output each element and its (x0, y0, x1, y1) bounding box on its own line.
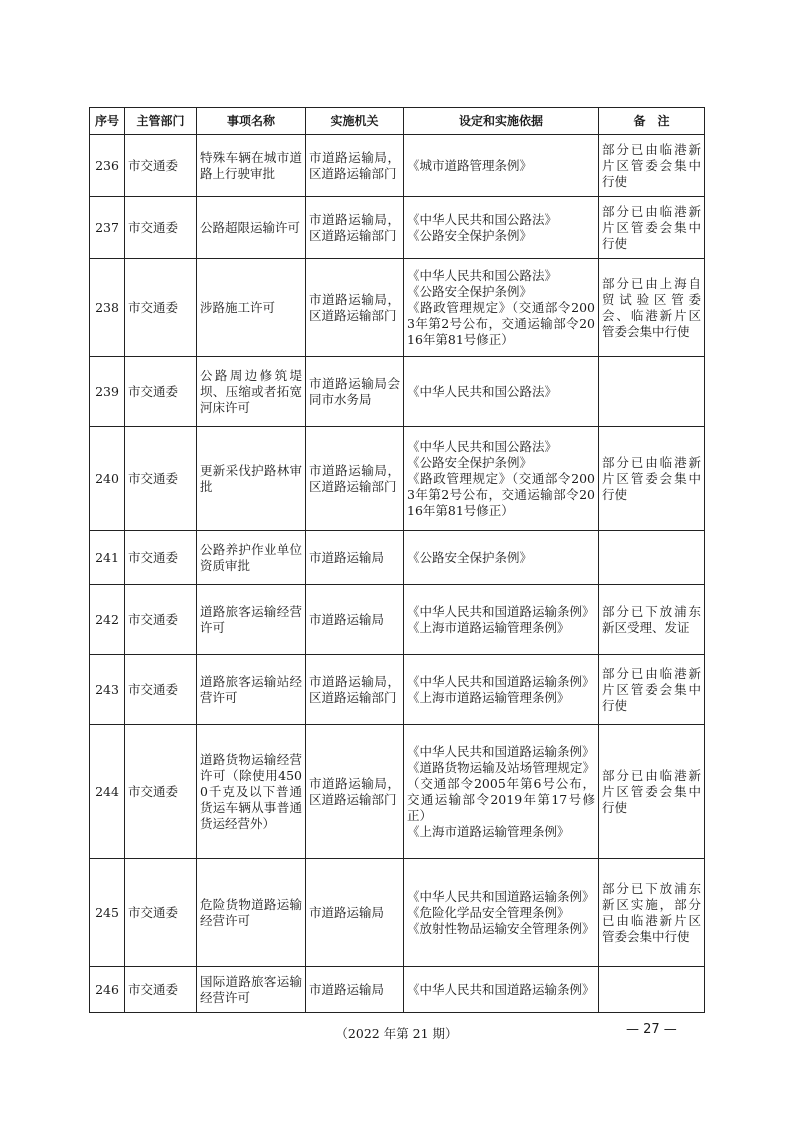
basis-line: 《公路安全保护条例》 (407, 454, 533, 470)
row-item-name: 道路旅客运输站经营许可 (197, 655, 306, 725)
row-note: 部分已下放浦东新区实施，部分已由临港新片区管委会集中行使 (599, 859, 705, 967)
table-row (90, 967, 705, 1013)
row-number: 242 (90, 585, 125, 655)
table-row (90, 655, 705, 725)
row-department: 市交通委 (125, 725, 197, 859)
row-agency: 市道路运输局 (306, 859, 404, 967)
row-number: 237 (90, 197, 125, 259)
table-row (90, 531, 705, 585)
row-basis (404, 585, 599, 655)
row-agency: 市道路运输局 (306, 967, 404, 1013)
row-agency: 市道路运输局，区道路运输部门 (306, 725, 404, 859)
basis-line: 《公路安全保护条例》 (407, 227, 533, 243)
basis-line: 《公路安全保护条例》 (407, 549, 533, 565)
row-number: 243 (90, 655, 125, 725)
row-item-name: 公路周边修筑堤坝、压缩或者拓宽河床许可 (197, 357, 306, 427)
row-item-name: 公路养护作业单位资质审批 (197, 531, 306, 585)
row-item-name: 公路超限运输许可 (197, 197, 306, 259)
row-agency: 市道路运输局，区道路运输部门 (306, 259, 404, 357)
issue-label: （2022 年第 21 期） (335, 1026, 458, 1041)
basis-line: 《放射性物品运输安全管理条例》 (407, 920, 595, 936)
row-basis (404, 725, 599, 859)
basis-line: 《路政管理规定》（交通部令2003年第2号公布，交通运输部令2016年第81号修正） (407, 470, 595, 518)
row-note: 部分已由临港新片区管委会集中行使 (599, 725, 705, 859)
basis-line: 《中华人民共和国道路运输条例》 (407, 673, 595, 689)
row-basis (404, 859, 599, 967)
page-number: — 27 — (626, 1022, 677, 1037)
basis-line: 《路政管理规定》（交通部令2003年第2号公布，交通运输部令2016年第81号修正） (407, 299, 595, 347)
table-row (90, 427, 705, 531)
items-table (89, 107, 705, 1013)
table-row (90, 725, 705, 859)
row-department: 市交通委 (125, 967, 197, 1013)
row-number: 238 (90, 259, 125, 357)
row-department: 市交通委 (125, 585, 197, 655)
row-item-name: 道路货物运输经营许可（除使用4500千克及以下普通货运车辆从事普通货运经营外） (197, 725, 306, 859)
header-basis: 设定和实施依据 (404, 108, 599, 135)
row-number: 241 (90, 531, 125, 585)
row-item-name: 危险货物道路运输经营许可 (197, 859, 306, 967)
row-department: 市交通委 (125, 357, 197, 427)
header-agency: 实施机关 (306, 108, 404, 135)
row-note: 部分已由临港新片区管委会集中行使 (599, 135, 705, 197)
basis-line: 《中华人民共和国道路运输条例》 (407, 981, 595, 997)
header-no: 序号 (90, 108, 125, 135)
basis-line: 《中华人民共和国公路法》 (407, 267, 558, 283)
row-number: 236 (90, 135, 125, 197)
row-note: 部分已由临港新片区管委会集中行使 (599, 655, 705, 725)
row-agency: 市道路运输局，区道路运输部门 (306, 197, 404, 259)
basis-line: 《危险化学品安全管理条例》 (407, 904, 570, 920)
row-note (599, 967, 705, 1013)
table-body (90, 135, 705, 1013)
row-note: 部分已由临港新片区管委会集中行使 (599, 427, 705, 531)
row-basis (404, 427, 599, 531)
row-agency: 市道路运输局，区道路运输部门 (306, 135, 404, 197)
row-item-name: 国际道路旅客运输经营许可 (197, 967, 306, 1013)
table-row (90, 859, 705, 967)
row-item-name: 更新采伐护路林审批 (197, 427, 306, 531)
basis-line: 《公路安全保护条例》 (407, 283, 533, 299)
row-note: 部分已由临港新片区管委会集中行使 (599, 197, 705, 259)
header-dept: 主管部门 (125, 108, 197, 135)
row-agency: 市道路运输局 (306, 585, 404, 655)
row-department: 市交通委 (125, 135, 197, 197)
header-item: 事项名称 (197, 108, 306, 135)
row-department: 市交通委 (125, 655, 197, 725)
row-department: 市交通委 (125, 197, 197, 259)
basis-line: 《城市道路管理条例》 (407, 157, 533, 173)
row-basis (404, 357, 599, 427)
table-row (90, 585, 705, 655)
row-note (599, 531, 705, 585)
row-basis (404, 197, 599, 259)
row-note: 部分已由上海自贸试验区管委会、临港新片区管委会集中行使 (599, 259, 705, 357)
row-number: 240 (90, 427, 125, 531)
row-basis (404, 259, 599, 357)
row-basis (404, 531, 599, 585)
row-agency: 市道路运输局 (306, 531, 404, 585)
table-row (90, 197, 705, 259)
basis-line: 《中华人民共和国道路运输条例》 (407, 603, 595, 619)
basis-line: 《上海市道路运输管理条例》 (407, 823, 570, 839)
basis-line: 《中华人民共和国公路法》 (407, 383, 558, 399)
basis-line: 《中华人民共和国公路法》 (407, 211, 558, 227)
row-item-name: 道路旅客运输经营许可 (197, 585, 306, 655)
table-row (90, 357, 705, 427)
header-note: 备 注 (599, 108, 705, 135)
row-note (599, 357, 705, 427)
row-number: 239 (90, 357, 125, 427)
row-department: 市交通委 (125, 531, 197, 585)
row-department: 市交通委 (125, 859, 197, 967)
row-number: 244 (90, 725, 125, 859)
table-row (90, 135, 705, 197)
row-item-name: 特殊车辆在城市道路上行驶审批 (197, 135, 306, 197)
row-number: 246 (90, 967, 125, 1013)
row-note: 部分已下放浦东新区受理、发证 (599, 585, 705, 655)
basis-line: 《上海市道路运输管理条例》 (407, 619, 570, 635)
table-row (90, 259, 705, 357)
row-basis (404, 655, 599, 725)
row-agency: 市道路运输局，区道路运输部门 (306, 655, 404, 725)
row-item-name: 涉路施工许可 (197, 259, 306, 357)
row-agency: 市道路运输局会同市水务局 (306, 357, 404, 427)
table-header-row (90, 108, 705, 135)
row-department: 市交通委 (125, 259, 197, 357)
row-agency: 市道路运输局，区道路运输部门 (306, 427, 404, 531)
basis-line: 《中华人民共和国公路法》 (407, 438, 558, 454)
basis-line: 《中华人民共和国道路运输条例》 (407, 743, 595, 759)
row-basis (404, 967, 599, 1013)
row-number: 245 (90, 859, 125, 967)
basis-line: 《中华人民共和国道路运输条例》 (407, 888, 595, 904)
row-department: 市交通委 (125, 427, 197, 531)
row-basis (404, 135, 599, 197)
basis-line: 《道路货物运输及站场管理规定》（交通部令2005年第6号公布，交通运输部令2019年第17号修正） (407, 759, 595, 823)
basis-line: 《上海市道路运输管理条例》 (407, 689, 570, 705)
